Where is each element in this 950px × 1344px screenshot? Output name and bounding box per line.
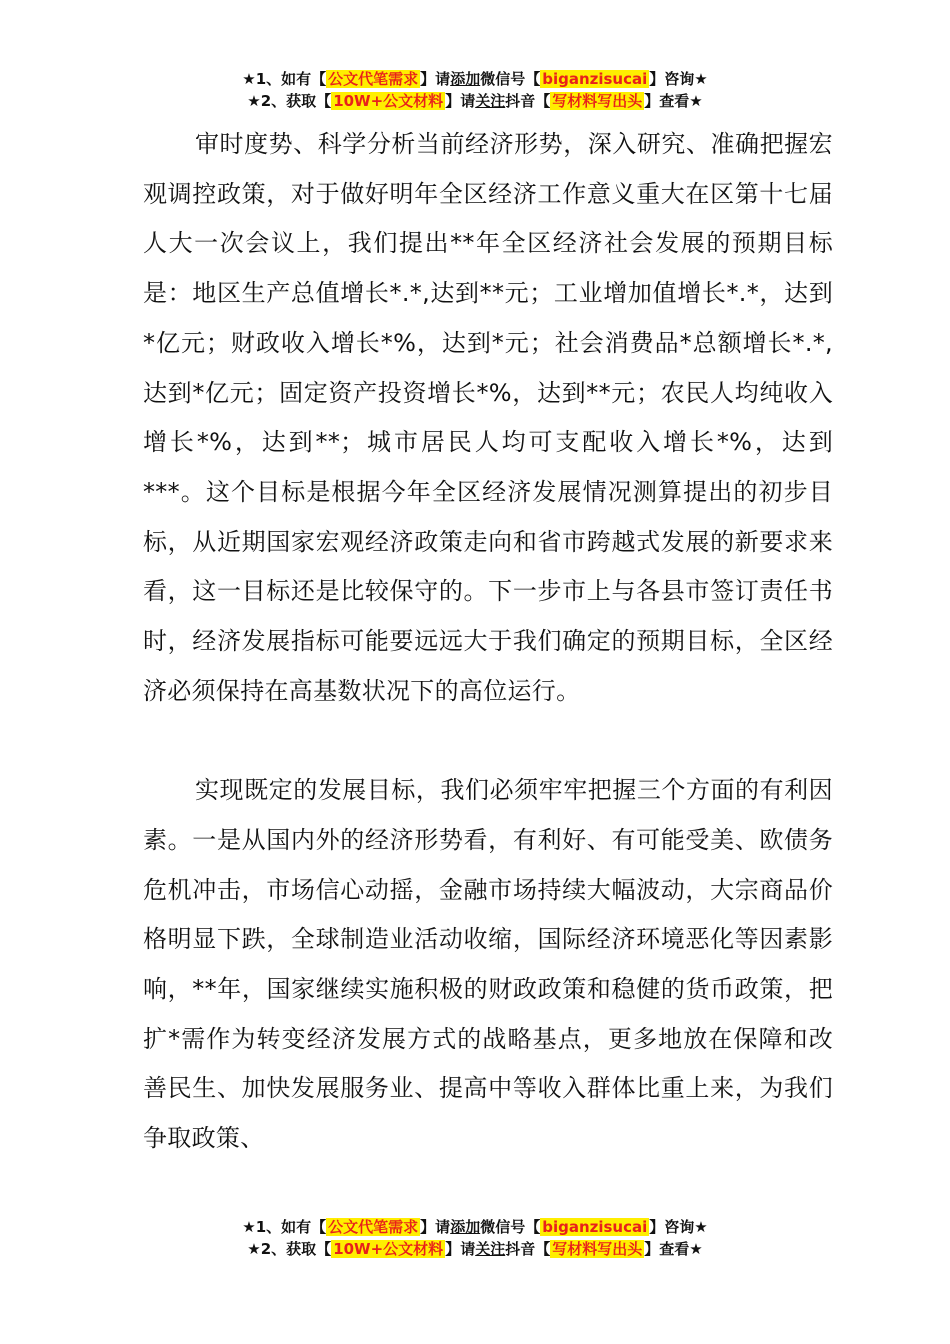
highlight-tag: biganzisucai — [542, 1218, 648, 1236]
banner-text: ★2、获取【 — [247, 92, 332, 110]
paragraph-1: 审时度势、科学分析当前经济形势，深入研究、准确把握宏观调控政策，对于做好明年全区经济工作意义重大在区第十七届人大一次会议上，我们提出**年全区经济社会发展的预期目标是：地区生产总值增长*.*,达到**元；工业增加值增长*.*，达到*亿元；财政收入增长*%，达到*元；社会消费品*总额增长*.*,达到*亿元；固定资产投资增长*%，达到**元；农民人均纯收入增长*%，达到**；城市居民人均可支配收入增长*%，达到***。这个目标是根据今年全区经济发展情况测算提出的初步目标，从近期国家宏观经济政策走向和省市跨越式发展的新要求来看，这一目标还是比较保守的。下一步市上与各县市签订责任书时，经济发展指标可能要远远大于我们确定的预期目标，全区经济必须保持在高基数状况下的高位运行。 — [143, 130, 833, 705]
paragraph-2: 实现既定的发展目标，我们必须牢牢把握三个方面的有利因素。一是从国内外的经济形势看，有利好、有可能受美、欧债务危机冲击，市场信心动摇，金融市场持续大幅波动，大宗商品价格明显下跌，全球制造业活动收缩，国际经济环境恶化等因素影响，**年，国家继续实施积极的财政政策和稳健的货币政策，把扩*需作为转变经济发展方式的战略基点，更多地放在保障和改善民生、加快发展服务业、提高中等收入群体比重上来，为我们争取政策、 — [143, 776, 833, 1153]
banner-text: 】咨询★ — [649, 70, 708, 88]
highlight-tag: 10W+公文材料 — [333, 1240, 444, 1258]
underlined-text: 添加 — [450, 1218, 481, 1236]
header-banner — [0, 68, 950, 112]
banner-line-2 — [0, 90, 950, 112]
highlight-tag: 公文代笔需求 — [328, 1218, 419, 1236]
paragraph-spacer — [143, 716, 833, 766]
highlight-tag: 写材料写出头 — [552, 92, 643, 110]
banner-text: 】请 — [445, 1240, 476, 1258]
banner-line-1 — [0, 68, 950, 90]
banner-text: 】查看★ — [644, 92, 703, 110]
document-body — [143, 120, 833, 1164]
banner-text: 抖音【 — [505, 1240, 551, 1258]
banner-text: 】请 — [445, 92, 476, 110]
banner-text: 】查看★ — [644, 1240, 703, 1258]
banner-line-2 — [0, 1238, 950, 1260]
banner-text: ★1、如有【 — [242, 70, 327, 88]
banner-text: 】请 — [420, 1218, 451, 1236]
underlined-text: 关注 — [475, 92, 506, 110]
underlined-text: 添加 — [450, 70, 481, 88]
highlight-tag: 10W+公文材料 — [333, 92, 444, 110]
banner-text: 】请 — [420, 70, 451, 88]
underlined-text: 关注 — [475, 1240, 506, 1258]
banner-text: 微信号【 — [480, 1218, 541, 1236]
banner-text: 】咨询★ — [649, 1218, 708, 1236]
footer-banner — [0, 1216, 950, 1260]
banner-line-1 — [0, 1216, 950, 1238]
highlight-tag: biganzisucai — [542, 70, 648, 88]
banner-text: ★2、获取【 — [247, 1240, 332, 1258]
banner-text: ★1、如有【 — [242, 1218, 327, 1236]
highlight-tag: 写材料写出头 — [552, 1240, 643, 1258]
highlight-tag: 公文代笔需求 — [328, 70, 419, 88]
banner-text: 微信号【 — [480, 70, 541, 88]
banner-text: 抖音【 — [505, 92, 551, 110]
